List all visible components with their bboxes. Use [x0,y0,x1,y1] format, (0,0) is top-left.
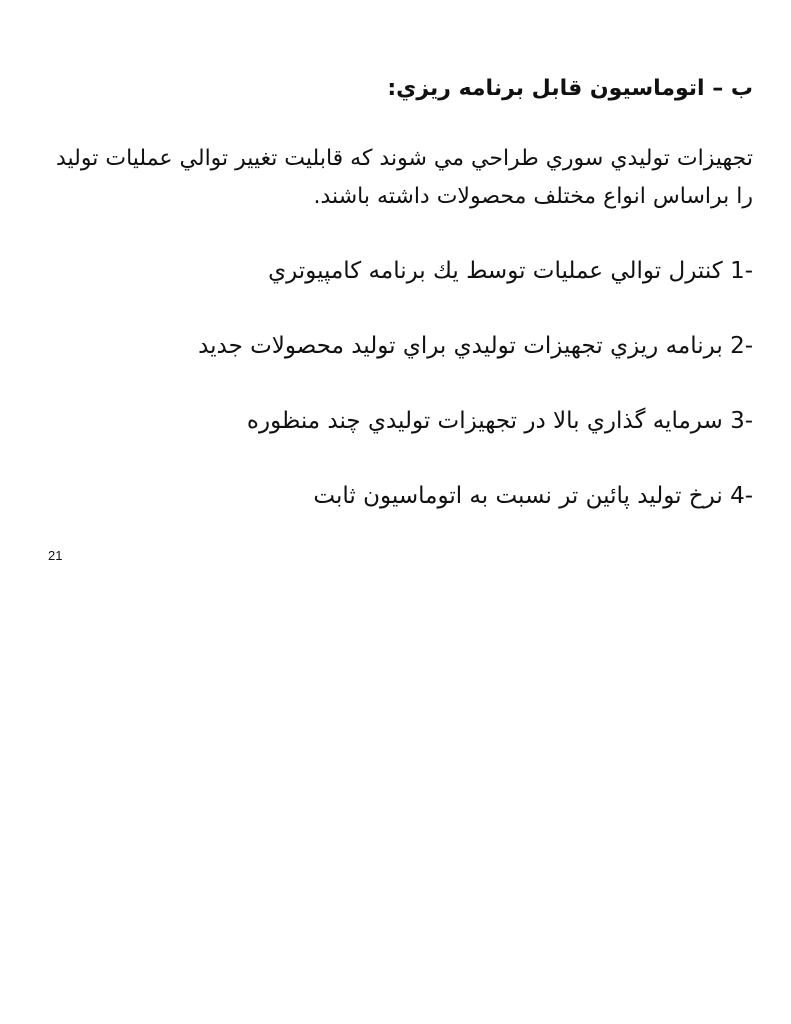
list-item [38,403,753,439]
section-heading: ب – اتوماسيون قابل برنامه ريزي: [387,76,753,101]
list-item [38,328,753,364]
list-item-text: سرمايه گذاري بالا در تجهيزات توليدي چند منظوره [246,408,723,434]
list-item [38,253,753,289]
list-item-text: برنامه ريزي تجهيزات توليدي براي توليد محصولات جديد [198,333,723,359]
page-number: 21 [48,548,63,563]
list-item-text: نرخ توليد پائين تر نسبت به اتوماسيون ثابت [313,483,723,509]
feature-list [38,253,753,553]
intro-paragraph: تجهيزات توليدي سوري طراحي مي شوند كه قابليت تغيير توالي عمليات توليد را براساس انواع مختلف محصولات داشته باشند. [55,146,753,209]
list-item-number: 4- [730,483,753,509]
list-item [38,478,753,514]
list-item-number: 1- [730,258,753,284]
list-item-number: 2- [730,333,753,359]
list-item-number: 3- [730,408,753,434]
list-item-text: كنترل توالي عمليات توسط يك برنامه كامپيوتري [268,258,723,284]
